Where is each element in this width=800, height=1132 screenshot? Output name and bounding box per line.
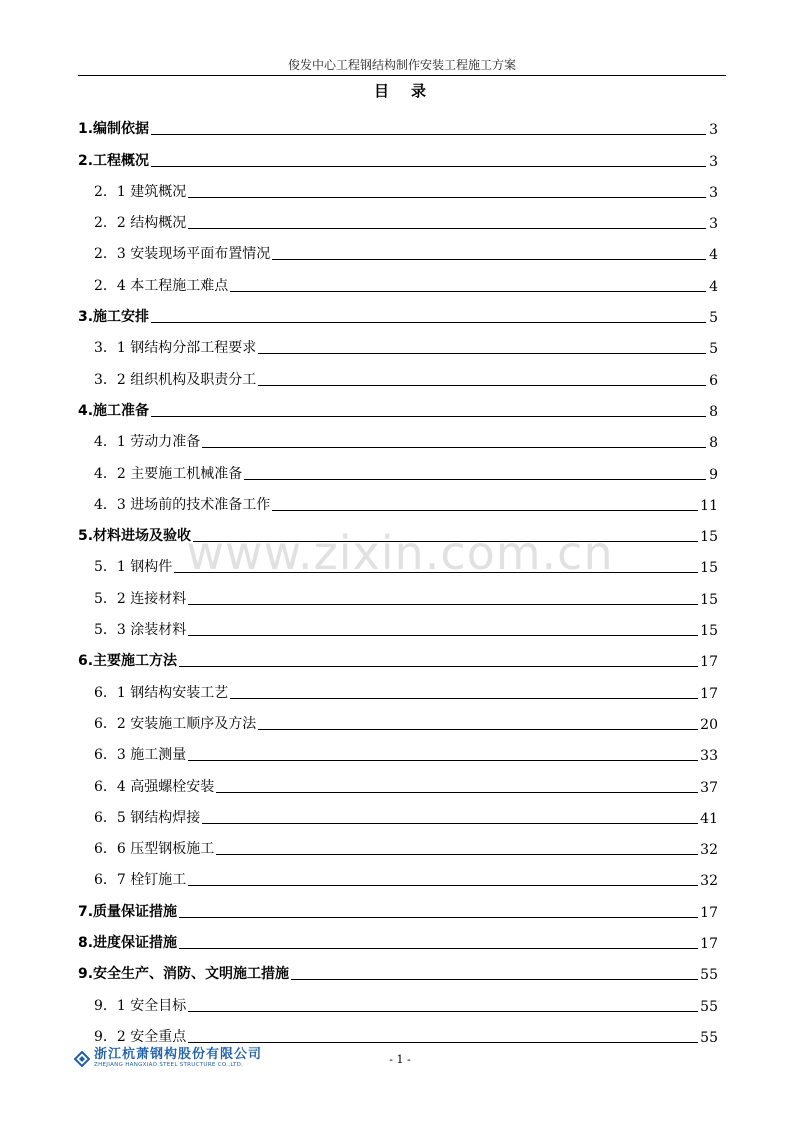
toc-entry-title: 2.工程概况: [78, 152, 150, 169]
toc-page-number: 11: [700, 497, 718, 514]
page-number: - 1 -: [389, 1053, 411, 1066]
watermark: www.zixin.com.cn: [186, 526, 614, 580]
toc-subsection-entry[interactable]: [78, 765, 718, 796]
toc-subsection-entry[interactable]: [78, 327, 718, 358]
toc-page-number: 17: [700, 904, 718, 921]
toc-entry-title: 3．1 钢结构分部工程要求: [94, 340, 257, 357]
toc-entry-title: 1.编制依据: [78, 121, 150, 138]
toc-subsection-entry[interactable]: [78, 859, 718, 890]
company-name-en: ZHEJIANG HANGXIAO STEEL STRUCTURE CO.,LTD.: [94, 1062, 244, 1068]
document-header: 俊发中心工程钢结构制作安装工程施工方案: [287, 58, 516, 72]
toc-leader-line: [151, 134, 706, 135]
toc-page-number: 3: [709, 216, 718, 233]
toc-title: 目录: [373, 82, 448, 100]
toc-page-number: 15: [700, 529, 718, 546]
toc-page-number: 6: [709, 372, 718, 389]
toc-subsection-entry[interactable]: [78, 671, 718, 702]
toc-leader-line: [258, 353, 706, 354]
toc-page-number: 8: [709, 435, 718, 452]
toc-leader-line: [193, 541, 698, 542]
toc-subsection-entry[interactable]: [78, 358, 718, 389]
toc-leader-line: [188, 228, 706, 229]
toc-page-number: 3: [709, 184, 718, 201]
toc-entry-title: 6．2 安装施工顺序及方法: [94, 715, 257, 732]
toc-subsection-entry[interactable]: [78, 577, 718, 608]
toc-page-number: 32: [700, 842, 718, 859]
toc-entry-title: 4．1 劳动力准备: [94, 434, 201, 451]
toc-page-number: 8: [709, 403, 718, 420]
toc-entry-title: 4．3 进场前的技术准备工作: [94, 496, 271, 513]
toc-entry-title: 3.施工安排: [78, 309, 150, 326]
toc-subsection-entry[interactable]: [78, 703, 718, 734]
toc-section-entry[interactable]: [78, 139, 718, 170]
toc-page-number: 20: [700, 716, 718, 733]
toc-page-number: 3: [709, 153, 718, 170]
toc-entry-title: 5．2 连接材料: [94, 590, 187, 607]
toc-leader-line: [258, 385, 706, 386]
toc-subsection-entry[interactable]: [78, 734, 718, 765]
toc-subsection-entry[interactable]: [78, 797, 718, 828]
toc-page-number: 5: [709, 310, 718, 327]
toc-entry-title: 6．1 钢结构安装工艺: [94, 684, 229, 701]
toc-page-number: 15: [700, 591, 718, 608]
toc-subsection-entry[interactable]: [78, 546, 718, 577]
toc-leader-line: [216, 854, 698, 855]
toc-page-number: 3: [709, 122, 718, 139]
toc-page-number: 55: [700, 967, 718, 984]
toc-page-number: 55: [700, 998, 718, 1015]
toc-entry-title: 2．3 安装现场平面布置情况: [94, 246, 271, 263]
toc-entry-title: 7.质量保证措施: [78, 903, 178, 920]
toc-entry-title: 3．2 组织机构及职责分工: [94, 371, 257, 388]
toc-leader-line: [188, 885, 698, 886]
toc-entry-title: 2．4 本工程施工难点: [94, 277, 229, 294]
toc-page-number: 17: [700, 936, 718, 953]
toc-leader-line: [179, 917, 698, 918]
toc-leader-line: [151, 166, 706, 167]
toc-subsection-entry[interactable]: [78, 233, 718, 264]
toc-entry-title: 6．4 高强螺栓安装: [94, 778, 215, 795]
toc-page-number: 33: [700, 748, 718, 765]
toc-subsection-entry[interactable]: [78, 421, 718, 452]
toc-page-number: 4: [709, 278, 718, 295]
toc-leader-line: [188, 760, 698, 761]
toc-leader-line: [202, 823, 698, 824]
toc-entry-title: 9.安全生产、消防、文明施工措施: [78, 966, 290, 983]
toc-entry-title: 6.主要施工方法: [78, 653, 178, 670]
toc-page-number: 32: [700, 873, 718, 890]
toc-entry-title: 9．1 安全目标: [94, 997, 187, 1014]
toc-subsection-entry[interactable]: [78, 452, 718, 483]
toc-entry-title: 6．7 栓钉施工: [94, 872, 187, 889]
toc-section-entry[interactable]: [78, 640, 718, 671]
header-divider: [78, 75, 726, 76]
toc-entry-title: 6．5 钢结构焊接: [94, 809, 201, 826]
toc-page-number: 15: [700, 560, 718, 577]
toc-section-entry[interactable]: [78, 108, 718, 139]
toc-subsection-entry[interactable]: [78, 171, 718, 202]
toc-subsection-entry[interactable]: [78, 609, 718, 640]
toc-page-number: 17: [700, 654, 718, 671]
toc-page-number: 55: [700, 1029, 718, 1046]
toc-leader-line: [258, 729, 698, 730]
toc-subsection-entry[interactable]: [78, 264, 718, 295]
toc-section-entry[interactable]: [78, 953, 718, 984]
toc-leader-line: [174, 572, 698, 573]
toc-leader-line: [216, 792, 698, 793]
toc-section-entry[interactable]: [78, 922, 718, 953]
toc-entry-title: 5．3 涂装材料: [94, 622, 187, 639]
toc-leader-line: [202, 447, 706, 448]
toc-entry-title: 6．3 施工测量: [94, 747, 187, 764]
toc-leader-line: [272, 259, 706, 260]
toc-page-number: 37: [700, 779, 718, 796]
toc-page-number: 4: [709, 247, 718, 264]
toc-section-entry[interactable]: [78, 296, 718, 327]
table-of-contents: [78, 108, 718, 1047]
toc-leader-line: [151, 322, 706, 323]
toc-section-entry[interactable]: [78, 390, 718, 421]
toc-entry-title: 6．6 压型钢板施工: [94, 841, 215, 858]
toc-section-entry[interactable]: [78, 515, 718, 546]
toc-leader-line: [272, 510, 698, 511]
toc-leader-line: [230, 698, 698, 699]
toc-leader-line: [179, 948, 698, 949]
toc-leader-line: [188, 197, 706, 198]
toc-subsection-entry[interactable]: [78, 1016, 718, 1047]
toc-entry-title: 4．2 主要施工机械准备: [94, 465, 243, 482]
toc-entry-title: 2．1 建筑概况: [94, 183, 187, 200]
toc-page-number: 15: [700, 623, 718, 640]
toc-entry-title: 5.材料进场及验收: [78, 528, 192, 545]
toc-leader-line: [188, 635, 698, 636]
toc-leader-line: [188, 1011, 698, 1012]
toc-subsection-entry[interactable]: [78, 484, 718, 515]
toc-leader-line: [244, 479, 706, 480]
toc-leader-line: [151, 416, 706, 417]
toc-page-number: 5: [709, 341, 718, 358]
toc-entry-title: 8.进度保证措施: [78, 935, 178, 952]
toc-entry-title: 5．1 钢构件: [94, 559, 173, 576]
toc-leader-line: [188, 1042, 698, 1043]
toc-page-number: 41: [700, 810, 718, 827]
toc-subsection-entry[interactable]: [78, 828, 718, 859]
toc-entry-title: 9．2 安全重点: [94, 1028, 187, 1045]
toc-leader-line: [188, 604, 698, 605]
toc-page-number: 17: [700, 685, 718, 702]
toc-subsection-entry[interactable]: [78, 984, 718, 1015]
toc-subsection-entry[interactable]: [78, 202, 718, 233]
toc-leader-line: [179, 666, 698, 667]
toc-leader-line: [291, 979, 698, 980]
toc-entry-title: 2．2 结构概况: [94, 215, 187, 232]
company-name-cn: 浙江杭萧钢构股份有限公司: [94, 1047, 263, 1062]
toc-entry-title: 4.施工准备: [78, 402, 150, 419]
toc-page-number: 9: [709, 466, 718, 483]
toc-section-entry[interactable]: [78, 890, 718, 921]
toc-leader-line: [230, 291, 706, 292]
